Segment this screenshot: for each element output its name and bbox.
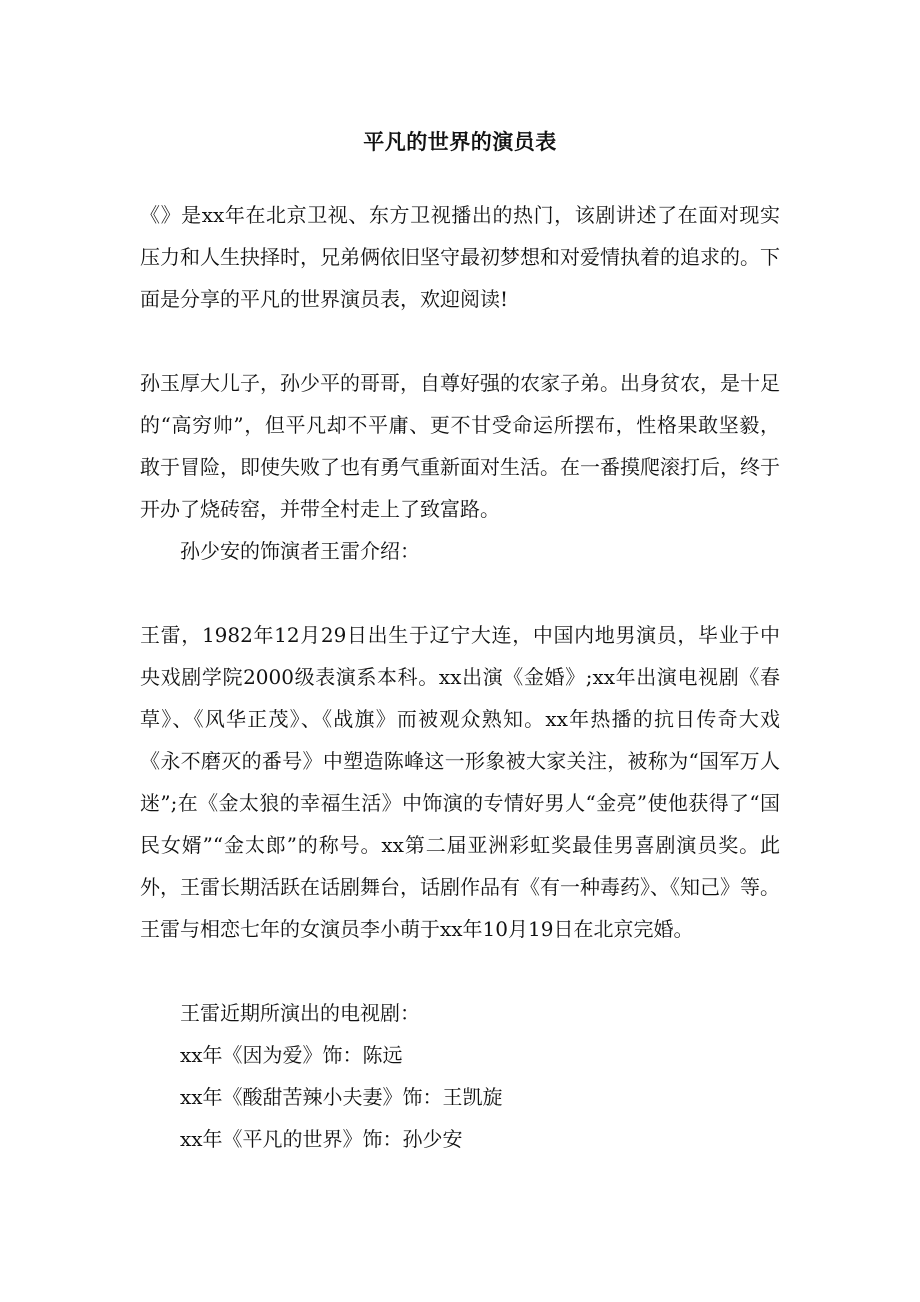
- document-title: 平凡的世界的演员表: [363, 129, 557, 155]
- tv-work-item: xx年《因为爱》饰：陈远: [180, 1043, 403, 1067]
- tv-work-item: xx年《平凡的世界》饰：孙少安: [180, 1127, 463, 1151]
- tv-work-item: xx年《酸甜苦辣小夫妻》饰：王凯旋: [180, 1085, 503, 1109]
- intro-paragraph: 《》是xx年在北京卫视、东方卫视播出的热门，该剧讲述了在面对现实压力和人生抉择时，兄弟俩依旧坚守最初梦想和对爱情执着的追求的。下面是分享的平凡的世界演员表，欢迎阅读!: [140, 203, 780, 311]
- tv-works-heading: 王雷近期所演出的电视剧：: [180, 1001, 420, 1025]
- actor-intro-heading: 孙少安的饰演者王雷介绍：: [180, 539, 420, 563]
- character-paragraph-sun-shaoan: 孙玉厚大儿子，孙少平的哥哥，自尊好强的农家子弟。出身贫农，是十足的“高穷帅”，但平凡却不平庸、更不甘受命运所摆布，性格果敢坚毅，敢于冒险，即使失败了也有勇气重新面对生活。在一番摸爬滚打后，终于开办了烧砖窑，并带全村走上了致富路。: [140, 371, 780, 521]
- actor-bio-paragraph: 王雷，1982年12月29日出生于辽宁大连，中国内地男演员，毕业于中央戏剧学院2000级表演系本科。xx出演《金婚》;xx年出演电视剧《春草》、《风华正茂》、《战旗》而被观众熟知。xx年热播的抗日传奇大戏《永不磨灭的番号》中塑造陈峰这一形象被大家关注，被称为“国军万人迷”;在《金太狼的幸福生活》中饰演的专情好男人“金亮”使他获得了“国民女婿”“金太郎”的称号。xx第二届亚洲彩虹奖最佳男喜剧演员奖。此外，王雷长期活跃在话剧舞台，话剧作品有《有一种毒药》、《知己》等。王雷与相恋七年的女演员李小萌于xx年10月19日在北京完婚。: [140, 623, 780, 941]
